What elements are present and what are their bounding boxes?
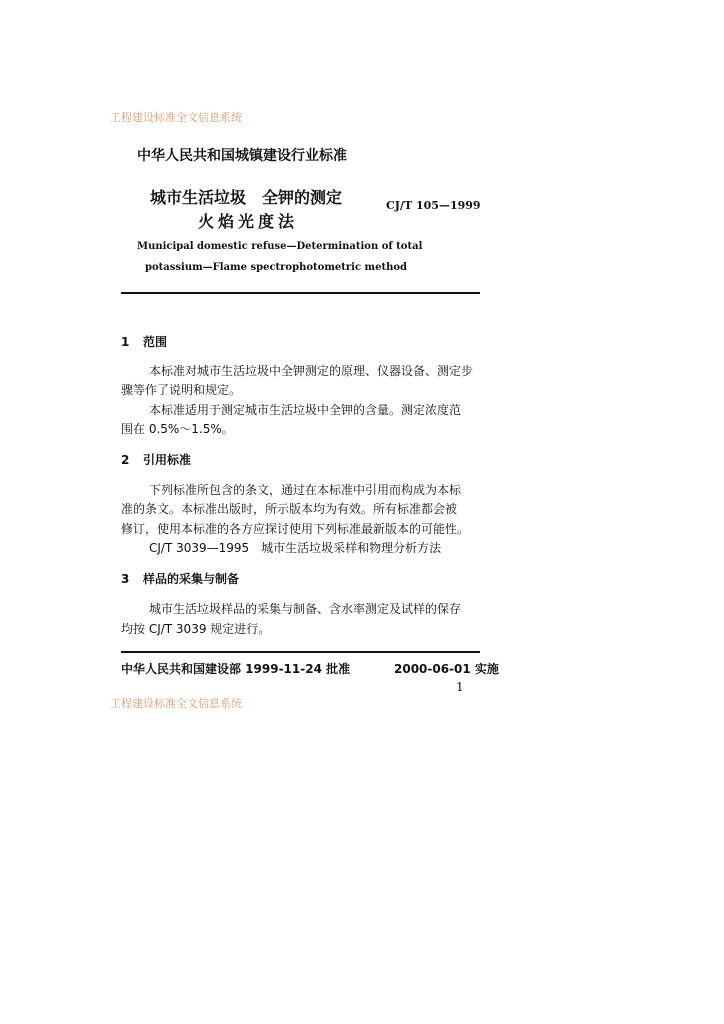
section-heading-2 [121, 451, 191, 468]
implementation-date: 2000-06-01 实施 [394, 662, 499, 676]
section-number: 3 [121, 572, 130, 586]
section-number: 2 [121, 453, 130, 467]
english-title-line-1: Municipal domestic refuse—Determination of total [137, 241, 423, 252]
footer-rule [121, 651, 480, 653]
approval-info: 中华人民共和国建设部 1999-11-24 批准 [121, 662, 351, 676]
paragraph-line: 骤等作了说明和规定。 [121, 383, 242, 397]
watermark-bottom: 工程建设标准全文信息系统 [110, 697, 242, 710]
paragraph-line: 均按 CJ/T 3039 规定进行。 [121, 622, 271, 636]
title-line-1: 城市生活垃圾 全钾的测定 [150, 188, 343, 207]
paragraph-line: 下列标准所包含的条文，通过在本标准中引用而构成为本标 [149, 483, 462, 497]
standard-number: CJ/T 105—1999 [386, 199, 481, 212]
paragraph-line: 本标准适用于测定城市生活垃圾中全钾的含量。测定浓度范 [149, 403, 462, 417]
title-line-2: 火焰光度法 [198, 212, 299, 231]
paragraph-line: 修订，使用本标准的各方应探讨使用下列标准最新版本的可能性。 [121, 522, 470, 536]
paragraph-line: 城市生活垃圾样品的采集与制备、含水率测定及试样的保存 [149, 602, 462, 616]
standard-class: 中华人民共和国城镇建设行业标准 [137, 148, 347, 164]
watermark-top: 工程建设标准全文信息系统 [110, 111, 242, 124]
page-number: 1 [456, 680, 464, 694]
reference-item: CJ/T 3039—1995 城市生活垃圾采样和物理分析方法 [149, 541, 442, 555]
section-number: 1 [121, 335, 130, 349]
section-title: 样品的采集与制备 [143, 572, 240, 586]
english-title-line-2: potassium—Flame spectrophotometric method [145, 262, 408, 273]
paragraph-line: 准的条文。本标准出版时，所示版本均为有效。所有标准都会被 [121, 502, 458, 516]
section-title: 范围 [143, 335, 168, 349]
section-title: 引用标准 [143, 453, 192, 467]
section-heading-3 [121, 570, 239, 587]
paragraph-line: 本标准对城市生活垃圾中全钾测定的原理、仪器设备、测定步 [149, 364, 474, 378]
section-heading-1 [121, 333, 167, 350]
paragraph-line: 围在 0.5%～1.5%。 [121, 422, 234, 436]
header-rule [121, 292, 480, 294]
